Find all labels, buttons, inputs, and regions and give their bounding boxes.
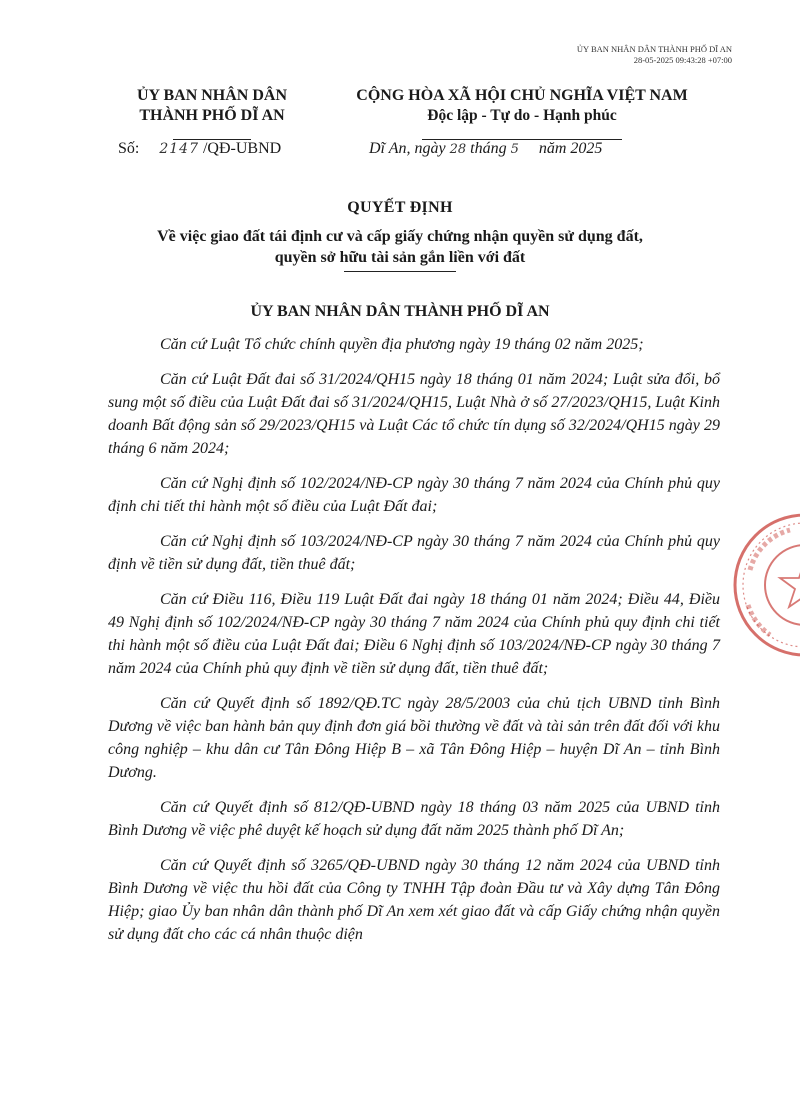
document-body [108, 333, 720, 958]
paragraph: Căn cứ Điều 116, Điều 119 Luật Đất đai ngày 18 tháng 01 năm 2024; Điều 44, Điều 49 Nghị định số 102/2024/NĐ-CP ngày 30 tháng 7 năm 2024 của Chính phủ quy định chi tiết thi hành một số điều của Luật Đất đai; Điều 6 Nghị định số 103/2024/NĐ-CP ngày 30 tháng 7 năm 2024 của Chính phủ quy định về tiền sử dụng đất, tiền thuê đất; [108, 591, 720, 677]
official-seal-icon [730, 510, 800, 660]
subtitle-line-2: quyền sở hữu tài sản gắn liền với đất [274, 249, 526, 266]
paragraph: Căn cứ Quyết định số 812/QĐ-UBND ngày 18 tháng 03 năm 2025 của UBND tỉnh Bình Dương về việc phê duyệt kế hoạch sử dụng đất năm 2025 thành phố Dĩ An; [108, 799, 720, 839]
national-title: CỘNG HÒA XÃ HỘI CHỦ NGHĨA VIỆT NAM [356, 87, 688, 104]
date-day-handwritten: 28 [449, 142, 467, 157]
signature-org: ỦY BAN NHÂN DÂN THÀNH PHỐ DĨ AN [576, 44, 732, 54]
national-motto: Độc lập - Tự do - Hạnh phúc [427, 107, 617, 124]
subtitle-underline [344, 271, 456, 272]
authority-line-2: THÀNH PHỐ DĨ AN [139, 107, 285, 124]
paragraph: Căn cứ Quyết định số 1892/QĐ.TC ngày 28/5/2003 của chủ tịch UBND tỉnh Bình Dương về việc ban hành bản quy định đơn giá bồi thường về đất và tài sản trên đất đối với khu công nghiệp – khu dân cư Tân Đông Hiệp B – xã Tân Đông Hiệp – huyện Dĩ An – tỉnh Bình Dương. [108, 695, 720, 781]
paragraph: Căn cứ Nghị định số 103/2024/NĐ-CP ngày 30 tháng 7 năm 2024 của Chính phủ quy định về tiền sử dụng đất, tiền thuê đất; [108, 533, 720, 573]
date-text-2: tháng [470, 140, 507, 157]
paragraph: Căn cứ Nghị định số 102/2024/NĐ-CP ngày 30 tháng 7 năm 2024 của Chính phủ quy định chi tiết thi hành một số điều của Luật Đất đai; [108, 475, 720, 515]
document-number-prefix: Số: [118, 140, 140, 157]
paragraph: Căn cứ Luật Tổ chức chính quyền địa phương ngày 19 tháng 02 năm 2025; [160, 336, 644, 353]
document-number-handwritten: 2147 [159, 141, 199, 157]
date-month-handwritten: 5 [510, 142, 519, 157]
date-text-3: năm 2025 [538, 140, 603, 157]
issuing-authority-header [112, 86, 312, 146]
date-text-1: Dĩ An, ngày [369, 140, 446, 157]
subtitle-line-1: Về việc giao đất tái định cư và cấp giấy chứng nhận quyền sử dụng đất, [157, 228, 643, 245]
document-number-suffix: /QĐ-UBND [202, 140, 282, 157]
national-header [322, 86, 722, 146]
digital-signature-stamp [577, 44, 732, 66]
signature-timestamp: 28-05-2025 09:43:28 +07:00 [633, 55, 732, 65]
issuing-authority-heading: ỦY BAN NHÂN DÂN THÀNH PHỐ DĨ AN [250, 303, 550, 320]
authority-line-1: ỦY BAN NHÂN DÂN [136, 87, 288, 104]
document-number [118, 140, 281, 158]
issue-date [369, 140, 602, 158]
document-title: QUYẾT ĐỊNH [347, 199, 453, 216]
document-subtitle [100, 226, 700, 268]
paragraph: Căn cứ Quyết định số 3265/QĐ-UBND ngày 30 tháng 12 năm 2024 của UBND tỉnh Bình Dương về việc thu hồi đất của Công ty TNHH Tập đoàn Đầu tư và Xây dựng Tân Đông Hiệp; giao Ủy ban nhân dân thành phố Dĩ An xem xét giao đất và cấp Giấy chứng nhận quyền sử dụng đất cho các cá nhân thuộc diện [108, 857, 720, 943]
paragraph: Căn cứ Luật Đất đai số 31/2024/QH15 ngày 18 tháng 01 năm 2024; Luật sửa đổi, bổ sung một số điều của Luật Đất đai số 31/2024/QH15, Luật Nhà ở số 27/2023/QH15, Luật Kinh doanh Bất động sản số 29/2023/QH15 và Luật Các tổ chức tín dụng số 32/2024/QH15 ngày 29 tháng 6 năm 2024; [108, 371, 720, 457]
